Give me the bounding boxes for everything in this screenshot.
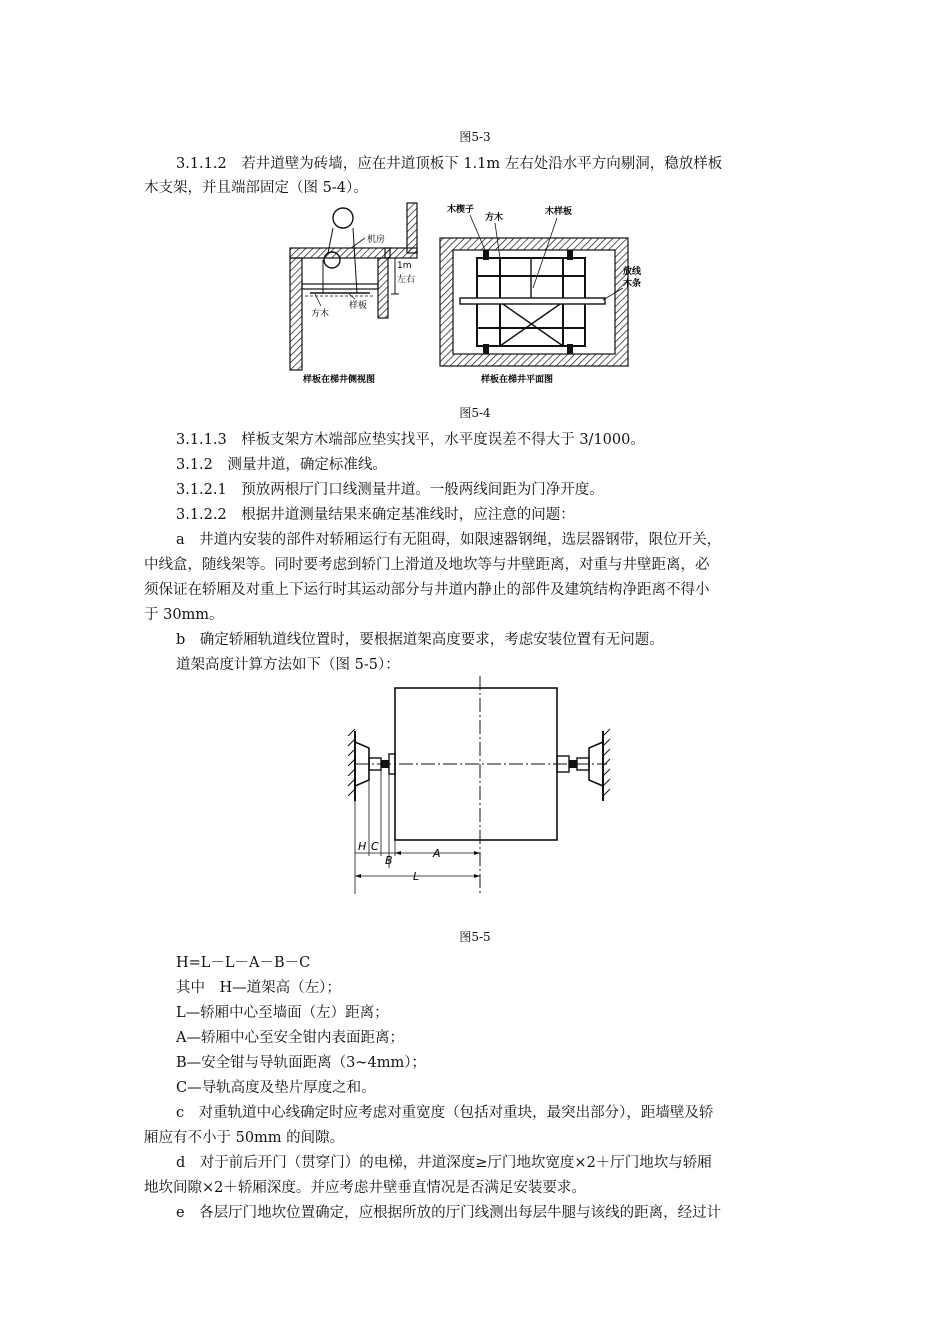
label-wire-line2: 木条 — [623, 279, 642, 289]
figure-caption-5-4: 图5-4 — [459, 406, 491, 420]
definition-a: A—轿厢中心至安全钳内表面距离； — [176, 1030, 404, 1046]
paragraph-3-1-1-2-line1: 3.1.1.2 若井道壁为砖墙，应在井道顶板下 1.1m 左右处沿水平方向剔洞，稳放样板 — [176, 156, 723, 172]
item-a-line2: 中线盒，随线架等。同时要考虑到轿门上滑道及地坎等与井壁距离，对重与井壁距离，必 — [144, 557, 710, 573]
item-b-line2: 道架高度计算方法如下（图 5-5）： — [176, 657, 400, 673]
definition-l: L—轿厢中心至墙面（左）距离； — [176, 1005, 389, 1021]
item-a-line1: a 井道内安装的部件对轿厢运行有无阻碍，如限速器钢绳，选层器钢带，限位开关， — [176, 532, 722, 548]
label-fangmu-plan: 方木 — [485, 213, 504, 223]
item-a-line4: 于 30mm。 — [144, 607, 224, 623]
item-a-line3: 须保证在轿厢及对重上下运行时其运动部分与井道内静止的部件及建筑结构净距离不得小 — [144, 582, 710, 598]
paragraph-3-1-1-3: 3.1.1.3 样板支架方木端部应垫实找平，水平度误差不得大于 3/1000。 — [176, 432, 645, 448]
definition-h: 其中 H—道架高（左）； — [176, 980, 341, 996]
figure-5-5-diagram — [345, 676, 615, 898]
label-template: 木样板 — [545, 207, 573, 217]
item-c-line1: c 对重轨道中心线确定时应考虑对重宽度（包括对重块，最突出部分），距墙壁及轿 — [176, 1105, 714, 1121]
paragraph-3-1-2-2: 3.1.2.2 根据井道测量结果来确定基准线时，应注意的问题： — [176, 507, 575, 523]
label-yangban-side: 样板 — [349, 301, 368, 311]
item-e-line1: e 各层厅门地坎位置确定，应根据所放的厅门线测出每层牛腿与该线的距离，经过计 — [176, 1205, 722, 1221]
label-fangmu-side: 方木 — [311, 309, 330, 319]
label-wire-line1: 放线 — [623, 267, 642, 277]
figure-caption-5-3: 图5-3 — [459, 130, 491, 144]
label-machine-room: 机房 — [367, 235, 386, 245]
label-wedge: 木楔子 — [447, 205, 475, 215]
figure-5-4-diagram — [285, 198, 645, 388]
caption-plan-view: 样板在梯井平面图 — [481, 375, 554, 385]
figure-caption-5-5: 图5-5 — [459, 930, 491, 944]
caption-side-view: 样板在梯井侧视图 — [303, 375, 376, 385]
label-H: H — [358, 840, 367, 853]
item-d-line2: 地坎间隙×2＋轿厢深度。并应考虑井壁垂直情况是否满足安装要求。 — [144, 1180, 586, 1196]
plan-view-drawing — [440, 203, 642, 385]
paragraph-3-1-1-2-line2: 木支架，并且端部固定（图 5-4）。 — [144, 180, 368, 196]
definition-c: C—导轨高度及垫片厚度之和。 — [176, 1080, 376, 1096]
label-A: A — [433, 847, 441, 860]
label-B: B — [385, 854, 393, 867]
side-view-drawing — [290, 203, 417, 385]
label-1m: 1m — [397, 261, 412, 271]
label-L: L — [413, 870, 420, 883]
definition-b: B—安全钳与导轨面距离（3~4mm）； — [176, 1055, 427, 1071]
label-zuoyou: 左右 — [397, 275, 416, 285]
item-b-line1: b 确定轿厢轨道线位置时，要根据道架高度要求，考虑安装位置有无问题。 — [176, 632, 664, 648]
label-C: C — [371, 840, 379, 853]
paragraph-3-1-2: 3.1.2 测量井道，确定标准线。 — [176, 457, 387, 473]
formula-h: H=L－L－A－B－C — [176, 955, 311, 971]
paragraph-3-1-2-1: 3.1.2.1 预放两根厅门口线测量井道。一般两线间距为门净开度。 — [176, 482, 604, 498]
item-c-line2: 厢应有不小于 50mm 的间隙。 — [144, 1130, 345, 1146]
item-d-line1: d 对于前后开门（贯穿门）的电梯，井道深度≥厅门地坎宽度×2＋厅门地坎与轿厢 — [176, 1155, 712, 1171]
